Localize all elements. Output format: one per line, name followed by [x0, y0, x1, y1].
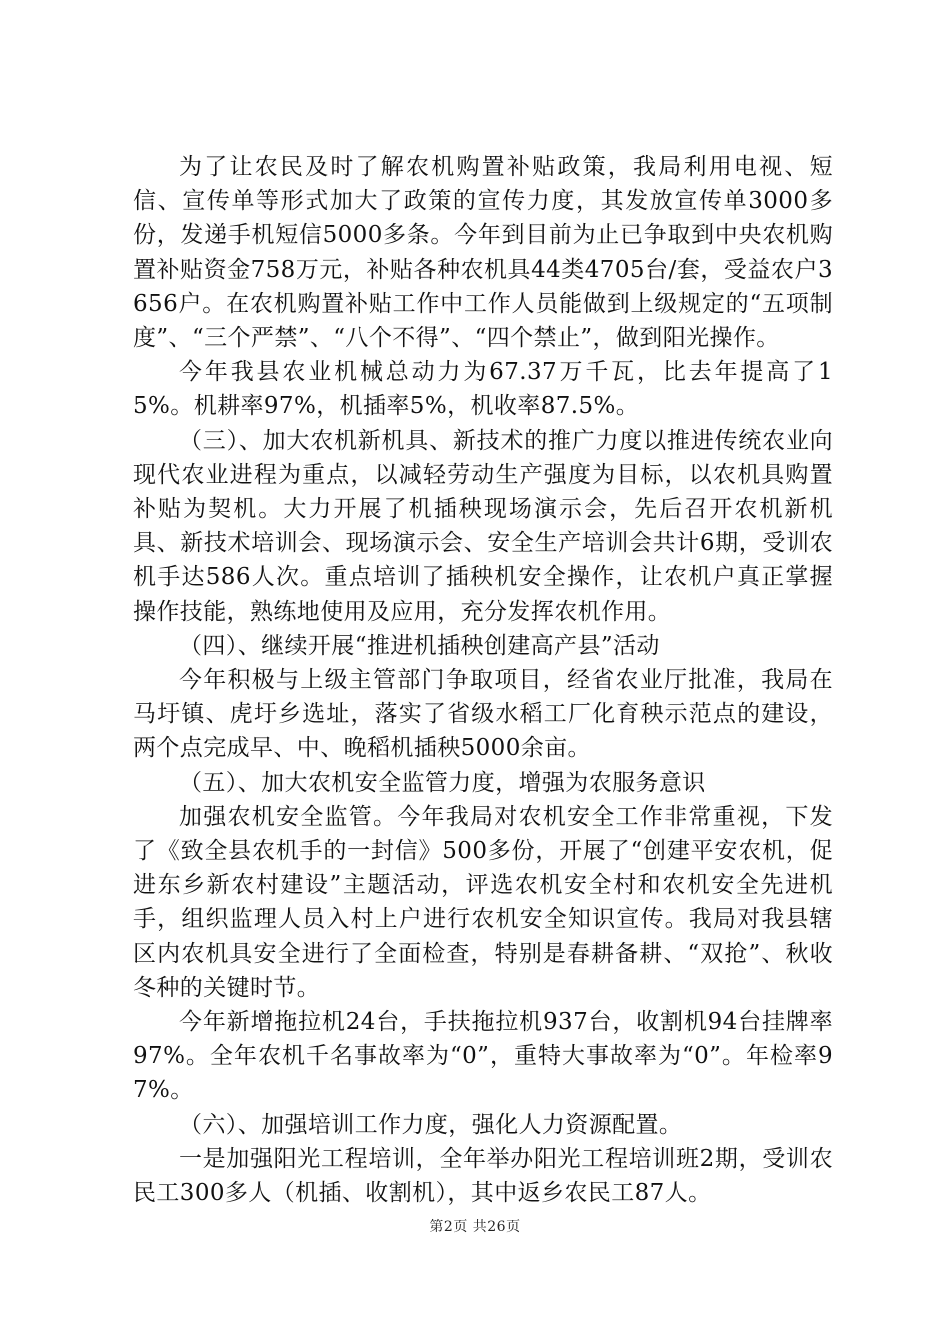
heading-section-five: （五）、加大农机安全监管力度，增强为农服务意识	[179, 769, 706, 796]
paragraph-section-four-body: 今年积极与上级主管部门争取项目，经省农业厅批准，我局在马圩镇、虎圩乡选址，落实了省级水稻工厂化育秧示范点的建设，两个点完成早、中、晚稻机插秧5000余亩。	[133, 667, 833, 762]
paragraph-subsidy-publicity: 为了让农民及时了解农机购置补贴政策，我局利用电视、短信、宣传单等形式加大了政策的宣传力度，其发放宣传单3000多份，发递手机短信5000多条。今年到目前为止已争取到中央农机购置补贴资金758万元，补贴各种农机具44类4705台/套，受益农户3656户。在农机购置补贴工作中工作人员能做到上级规定的“五项制度”、“三个严禁”、“八个不得”、“四个禁止”，做到阳光操作。	[133, 154, 833, 352]
paragraph-training: 一是加强阳光工程培训，全年举办阳光工程培训班2期，受训农民工300多人（机插、收割机），其中返乡农民工87人。	[133, 1145, 833, 1207]
heading-section-four: （四）、继续开展“推进机插秧创建高产县”活动	[179, 632, 660, 659]
paragraph-safety-statistics: 今年新增拖拉机24台，手扶拖拉机937台，收割机94台挂牌率97%。全年农机千名事故率为“0”，重特大事故率为“0”。年检率97%。	[133, 1009, 833, 1104]
page-footer: 第2页 共26页	[429, 1219, 521, 1235]
paragraph-machinery-power: 今年我县农业机械总动力为67.37万千瓦，比去年提高了15%。机耕率97%，机插率5%，机收率87.5%。	[133, 359, 833, 420]
paragraph-section-three: （三）、加大农机新机具、新技术的推广力度以推进传统农业向现代农业进程为重点，以减轻劳动生产强度为目标，以农机具购置补贴为契机。大力开展了机插秧现场演示会，先后召开农机新机具、新技术培训会、现场演示会、安全生产培训会共计6期，受训农机手达586人次。重点培训了插秧机安全操作，让农机户真正掌握操作技能，熟练地使用及应用，充分发挥农机作用。	[133, 427, 833, 625]
document-body	[133, 150, 833, 1210]
paragraph-safety-supervision: 加强农机安全监管。今年我局对农机安全工作非常重视，下发了《致全县农机手的一封信》500多份，开展了“创建平安农机，促进东乡新农村建设”主题活动，评选农机安全村和农机安全先进机手，组织监理人员入村上户进行农机安全知识宣传。我局对我县辖区内农机具安全进行了全面检查，特别是春耕备耕、“双抢”、秋收冬种的关键时节。	[133, 803, 833, 1001]
heading-section-six: （六）、加强培训工作力度，强化人力资源配置。	[179, 1111, 683, 1138]
